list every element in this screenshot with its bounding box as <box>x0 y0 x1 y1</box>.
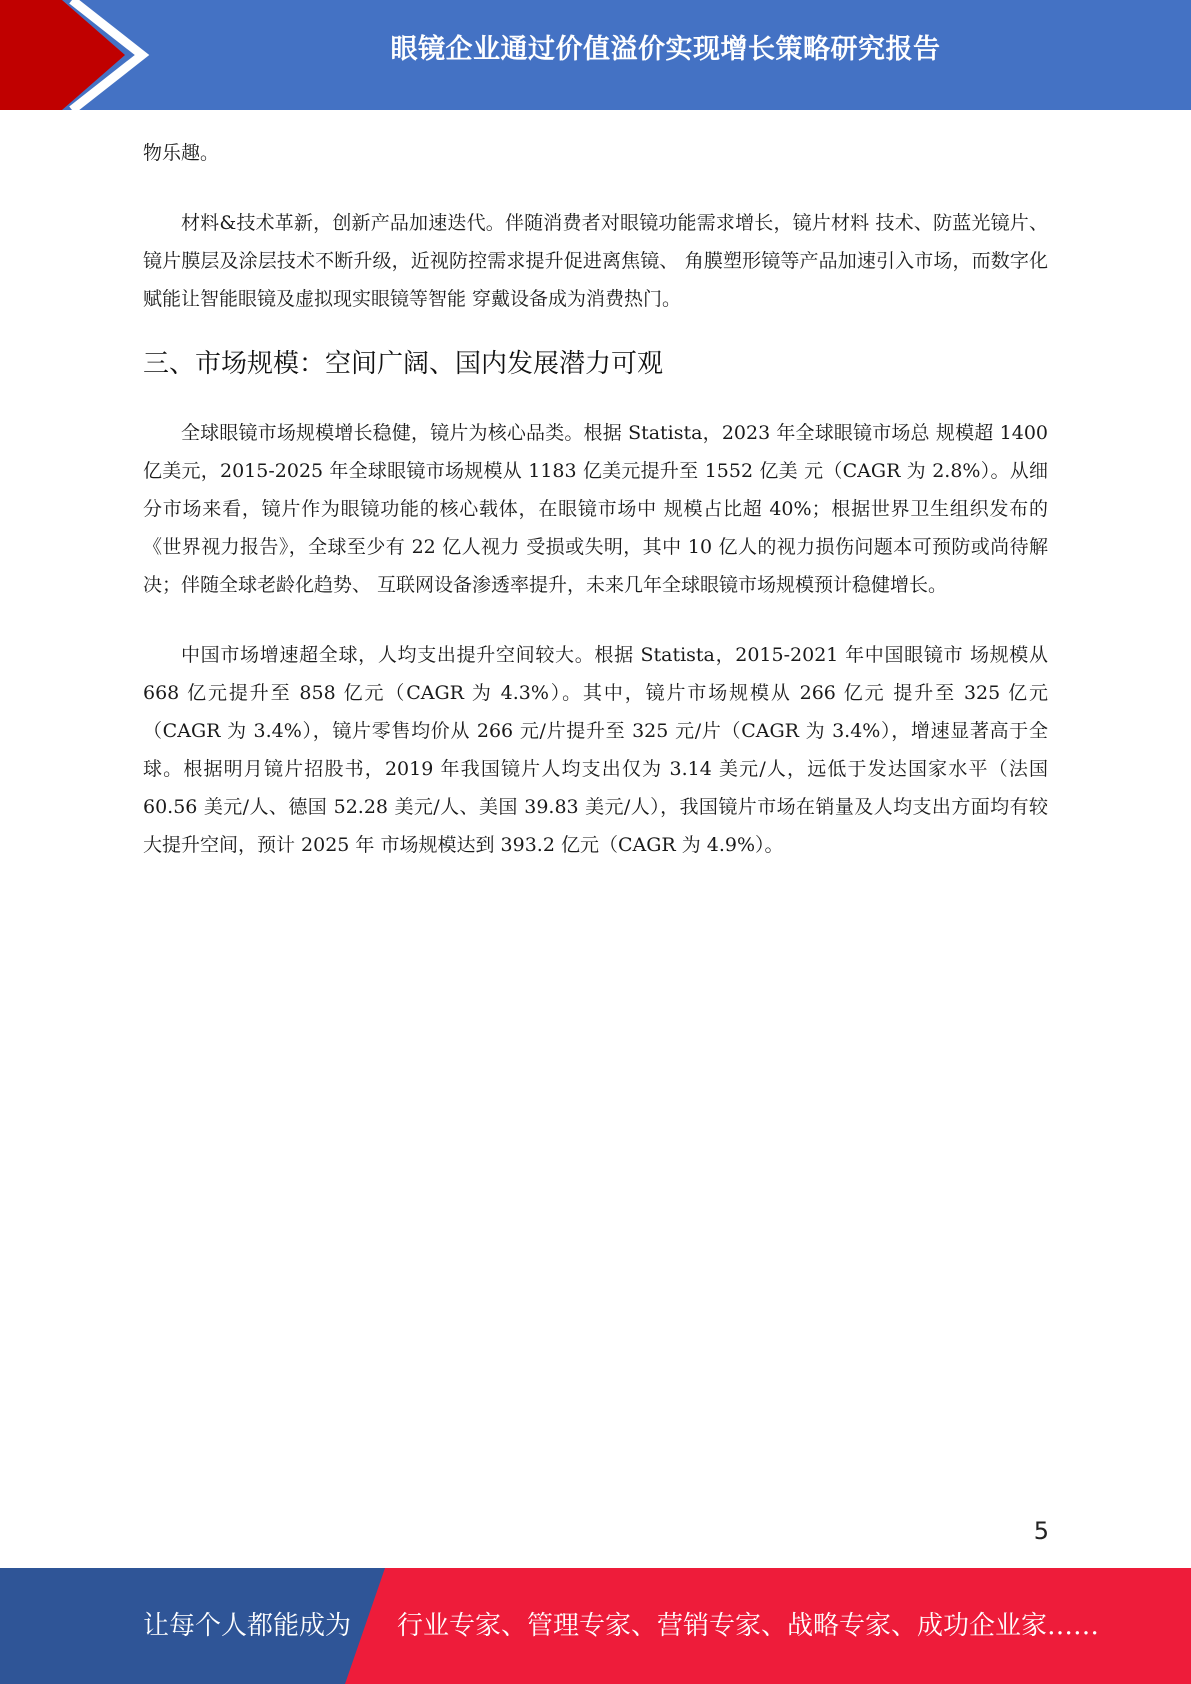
paragraph-global-market: 全球眼镜市场规模增长稳健，镜片为核心品类。根据 Statista，2023 年全球眼镜市场总 规模超 1400 亿美元，2015-2025 年全球眼镜市场规模从 1183 亿美元提升至 1552 亿美 元（CAGR 为 2.8%）。从细分市场来看，镜片作为眼镜功能的核心载体，在眼镜市场中 规模占比超 40%；根据世界卫生组织发布的《世界视力报告》，全球至少有 22 亿人视力 受损或失明，其中 10 亿人的视力损伤问题本可预防或尚待解决；伴随全球老龄化趋势、 互联网设备渗透率提升，未来几年全球眼镜市场规模预计稳健增长。 <box>143 422 1048 596</box>
page-number: 5 <box>1033 1517 1049 1545</box>
footer-slogan-left: 让每个人都能成为 <box>143 1611 352 1641</box>
report-title: 眼镜企业通过价值溢价实现增长策略研究报告 <box>390 34 941 65</box>
footer-slogan-right: 行业专家、管理专家、营销专家、战略专家、成功企业家…… <box>397 1611 1100 1641</box>
section-heading: 三、市场规模：空间广阔、国内发展潜力可观 <box>143 349 664 379</box>
page-header <box>0 0 1191 110</box>
continuation-text: 物乐趣。 <box>143 142 220 164</box>
header-arrow-decoration <box>0 0 160 110</box>
paragraph-tech-innovation: 材料&技术革新，创新产品加速迭代。伴随消费者对眼镜功能需求增长，镜片材料 技术、防蓝光镜片、镜片膜层及涂层技术不断升级，近视防控需求提升促进离焦镜、 角膜塑形镜等产品加速引入市场，而数字化赋能让智能眼镜及虚拟现实眼镜等智能 穿戴设备成为消费热门。 <box>143 212 1048 310</box>
page-content <box>143 134 1048 864</box>
page-footer <box>0 1568 1191 1684</box>
paragraph-china-market: 中国市场增速超全球，人均支出提升空间较大。根据 Statista，2015-2021 年中国眼镜市 场规模从 668 亿元提升至 858 亿元（CAGR 为 4.3%）。其中，镜片市场规模从 266 亿元 提升至 325 亿元（CAGR 为 3.4%），镜片零售均价从 266 元/片提升至 325 元/片（CAGR 为 3.4%），增速显著高于全球。根据明月镜片招股书，2019 年我国镜片人均支出仅为 3.14 美元/人，远低于发达国家水平（法国 60.56 美元/人、德国 52.28 美元/人、美国 39.83 美元/人），我国镜片市场在销量及人均支出方面均有较大提升空间，预计 2025 年 市场规模达到 393.2 亿元（CAGR 为 4.9%）。 <box>143 644 1048 856</box>
